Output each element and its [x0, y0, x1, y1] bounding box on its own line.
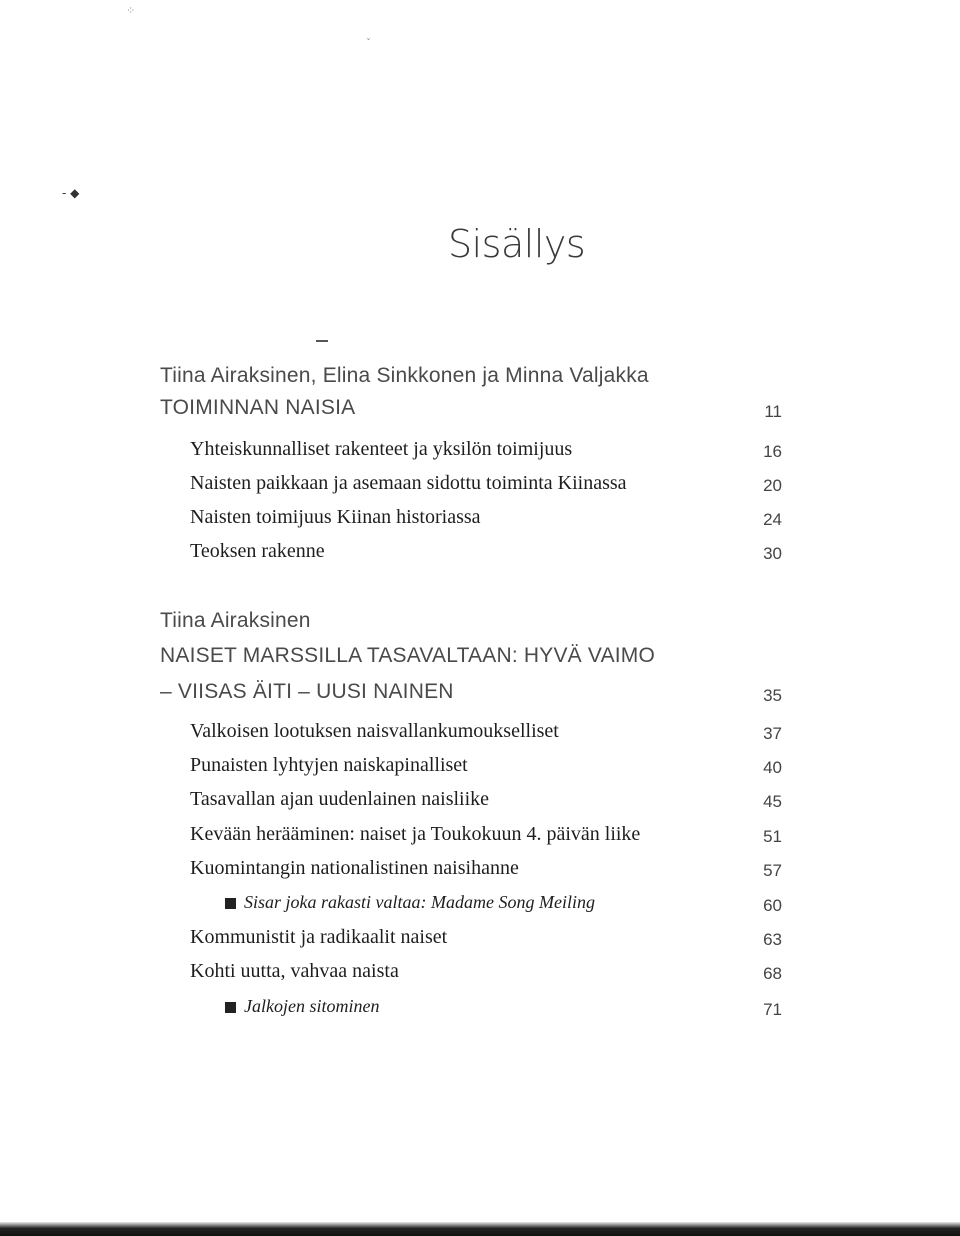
- toc-page: 16: [763, 442, 782, 461]
- toc-entry: Yhteiskunnalliset rakenteet ja yksilön toimijuus: [190, 438, 573, 460]
- section-1-heading: TOIMINNAN NAISIA: [160, 396, 356, 419]
- toc-entry: Kohti uutta, vahvaa naista: [190, 960, 399, 982]
- scan-edge-bar: [0, 1222, 960, 1236]
- toc-page: 51: [763, 827, 782, 846]
- toc-page: 40: [763, 758, 782, 777]
- toc-page: 20: [763, 476, 782, 495]
- toc-page: 63: [763, 930, 782, 949]
- section-2-authors: Tiina Airaksinen: [160, 609, 311, 632]
- toc-entry: Naisten paikkaan ja asemaan sidottu toiminta Kiinassa: [190, 472, 627, 494]
- section-1-page: 11: [764, 402, 782, 421]
- toc-page: 45: [763, 792, 782, 811]
- scan-speck: - ◆: [62, 186, 80, 200]
- toc-page: 57: [763, 861, 782, 880]
- toc-page: 68: [763, 964, 782, 983]
- section-2-heading-line-2: – VIISAS ÄITI – UUSI NAINEN: [160, 680, 454, 703]
- toc-entry: Kommunistit ja radikaalit naiset: [190, 926, 448, 948]
- toc-page: 37: [763, 724, 782, 743]
- section-1-authors: Tiina Airaksinen, Elina Sinkkonen ja Minna Valjakka: [160, 364, 649, 387]
- square-bullet-icon: [225, 1002, 236, 1013]
- toc-entry: Valkoisen lootuksen naisvallankumoukselliset: [190, 720, 559, 742]
- toc-entry: Naisten toimijuus Kiinan historiassa: [190, 506, 481, 528]
- toc-page: 24: [763, 510, 782, 529]
- section-2-heading-line-1: NAISET MARSSILLA TASAVALTAAN: HYVÄ VAIMO: [160, 644, 656, 667]
- toc-entry: Kuomintangin nationalistinen naisihanne: [190, 857, 519, 879]
- toc-entry: Kevään herääminen: naiset ja Toukokuun 4. päivän liike: [190, 823, 641, 845]
- toc-page: 30: [763, 544, 782, 563]
- toc-page: 71: [763, 1000, 782, 1019]
- toc-entry: Punaisten lyhtyjen naiskapinalliset: [190, 754, 468, 776]
- toc-entry: Teoksen rakenne: [190, 540, 325, 562]
- square-bullet-icon: [225, 898, 236, 909]
- page-title: Sisällys: [448, 222, 586, 266]
- scan-speck: ˇ: [366, 38, 371, 49]
- divider-dash: [316, 340, 328, 342]
- toc-subentry: Sisar joka rakasti valtaa: Madame Song Meiling: [244, 892, 595, 912]
- scan-speck: ⁘: [126, 4, 136, 17]
- section-2-page: 35: [763, 686, 782, 705]
- toc-subentry: Jalkojen sitominen: [244, 996, 380, 1016]
- toc-page: 60: [763, 896, 782, 915]
- toc-entry: Tasavallan ajan uudenlainen naisliike: [190, 788, 490, 810]
